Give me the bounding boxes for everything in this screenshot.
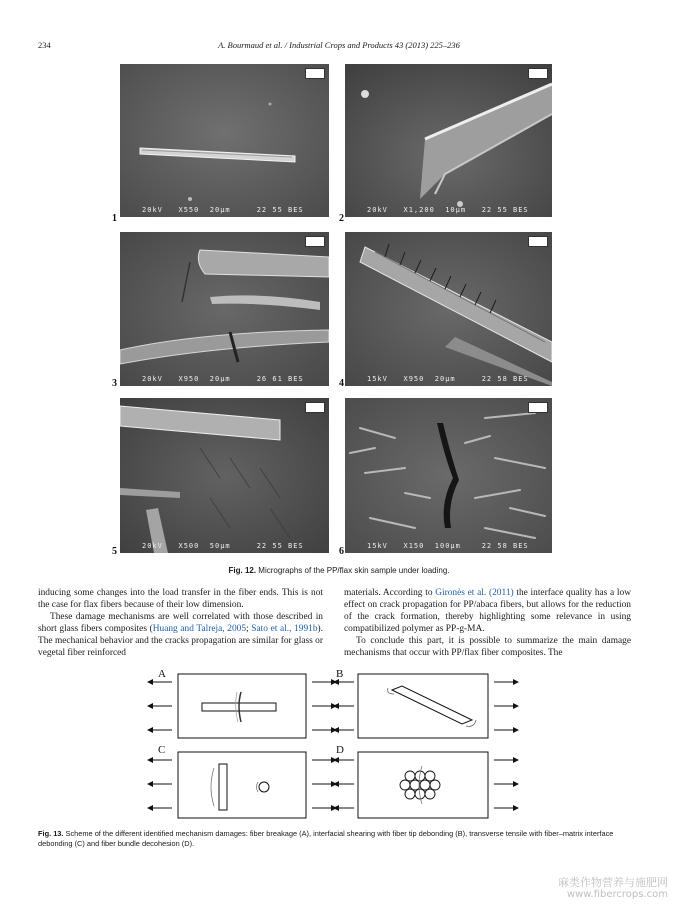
text-run: ). The mechanical behavior and the cracks propagation are similar for glass or vegetal fiber reinforced <box>38 624 323 659</box>
scale-marker <box>528 402 548 413</box>
text-run: the interface quality has a low effect on crack propagation for PP/abaca fibers, but allows for the reduction of the crack formation, thereby highlighting some relevance in using compatibilized polymer as PP-g-MA. <box>344 588 631 635</box>
micrograph-meta: 20kV X1,200 10µm 22 55 BES <box>367 206 529 214</box>
watermark-title: 麻类作物营养与施肥网 <box>558 876 668 889</box>
citation-link[interactable]: Huang and Talreja, 2005 <box>152 624 247 635</box>
micrograph-meta: 20kV X500 50µm 22 55 BES <box>142 542 304 550</box>
micrograph-meta: 20kV X550 20µm 22 55 BES <box>142 206 304 214</box>
micrograph-panel-4 <box>345 232 552 386</box>
micrograph-meta: 15kV X150 100µm 22 58 BES <box>367 542 529 550</box>
text-run: materials. According to <box>344 588 436 598</box>
micrograph-1-image <box>120 64 329 217</box>
right-text-column <box>344 587 631 660</box>
micrograph-panel-2 <box>345 64 552 217</box>
watermark-url: www.fibercrops.com <box>566 889 668 900</box>
micrograph-panel-1 <box>120 64 329 217</box>
text-run: ; <box>246 624 252 635</box>
micrograph-3-image <box>120 232 329 386</box>
caption-text: Micrographs of the PP/flax skin sample under loading. <box>256 566 450 575</box>
diagram-label-b: B <box>336 668 344 680</box>
page-number: 234 <box>38 40 51 50</box>
micrograph-panel-3 <box>120 232 329 386</box>
diagram-label-d: D <box>336 744 344 756</box>
paragraph: inducing some changes into the load transfer in the fiber ends. This is not the case for flax fibers because of their low dimension. <box>38 588 323 611</box>
micrograph-panel-6 <box>345 398 552 553</box>
scale-marker <box>305 402 325 413</box>
panel-number: 4 <box>339 378 344 389</box>
scale-marker <box>528 236 548 247</box>
micrograph-meta: 20kV X950 20µm 26 61 BES <box>142 375 304 383</box>
left-arrows-bd <box>330 668 360 828</box>
left-text-column <box>38 587 323 660</box>
text-run: These damage mechanisms are well correlated with those described in short glass fibers composites ( <box>38 612 323 635</box>
caption-label: Fig. 12. <box>228 566 257 575</box>
scale-marker <box>305 236 325 247</box>
panel-number: 3 <box>112 378 117 389</box>
figure-13-caption <box>38 829 644 849</box>
micrograph-4-image <box>345 232 552 386</box>
panel-number: 2 <box>339 213 344 224</box>
paragraph <box>38 611 323 659</box>
micrograph-6-image <box>345 398 552 553</box>
caption-label: Fig. 13. <box>38 829 64 838</box>
micrograph-2-image <box>345 64 552 217</box>
micrograph-meta: 15kV X950 20µm 22 58 BES <box>367 375 529 383</box>
citation-link[interactable]: Gironès et al. (2011) <box>435 588 514 598</box>
paragraph <box>344 587 631 635</box>
scale-marker <box>528 68 548 79</box>
citation-link[interactable]: Sato et al., 1991b <box>251 624 318 635</box>
micrograph-5-image <box>120 398 329 553</box>
panel-number: 6 <box>339 546 344 557</box>
running-title: A. Bourmaud et al. / Industrial Crops and Products 43 (2013) 225–236 <box>218 40 460 50</box>
figure-12-caption <box>0 566 678 575</box>
micrograph-panel-5 <box>120 398 329 553</box>
diagram-label-a: A <box>158 668 166 680</box>
panel-number: 5 <box>112 546 117 557</box>
scale-marker <box>305 68 325 79</box>
caption-text: Scheme of the different identified mechanism damages: fiber breakage (A), interfacial shearing with fiber tip debonding (B), transverse tensile with fiber–matrix interface debonding (C) and fiber bundle decohesion (D). <box>38 829 614 848</box>
diagram-label-c: C <box>158 744 166 756</box>
panel-number: 1 <box>112 213 117 224</box>
paragraph: To conclude this part, it is possible to summarize the main damage mechanisms that occur with PP/flax fiber composites. The <box>344 636 631 659</box>
